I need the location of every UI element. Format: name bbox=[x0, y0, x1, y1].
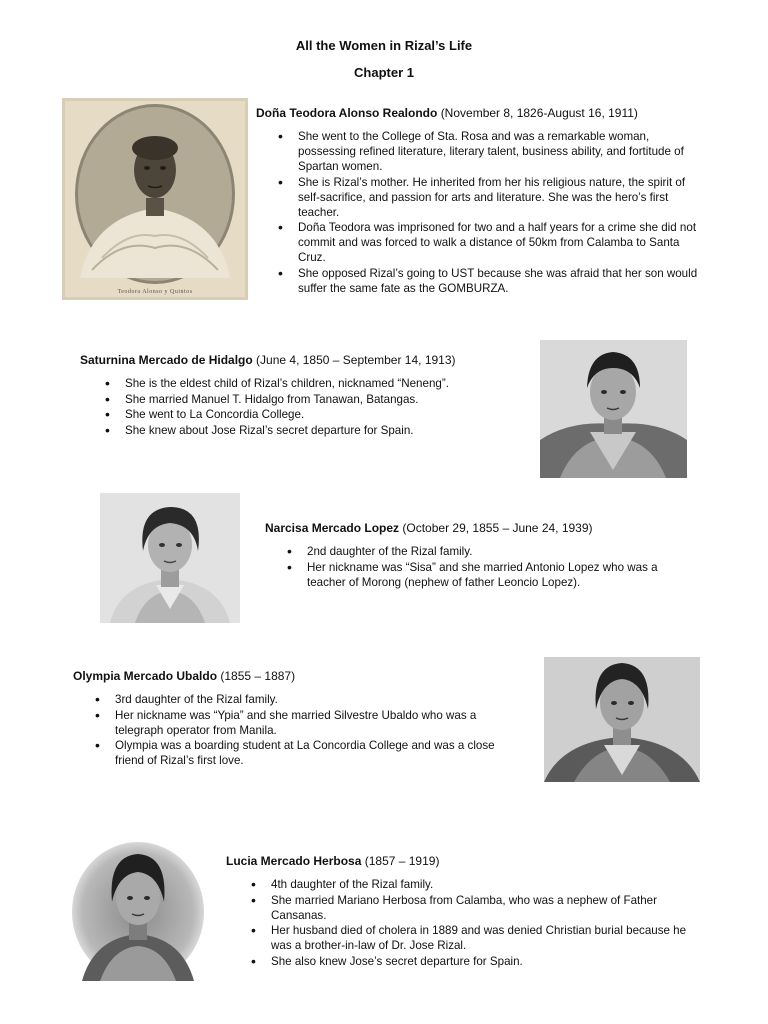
document-title: All the Women in Rizal’s Life bbox=[295, 38, 473, 53]
bullet-list bbox=[105, 376, 480, 438]
list-item: • She is the eldest child of Rizal’s children, nicknamed “Neneng”. bbox=[105, 376, 480, 391]
list-item: • She is Rizal’s mother. He inherited from her his religious nature, the spirit of self-sacrifice, and passion for arts and literature. She was the hero’s first teacher. bbox=[278, 175, 708, 220]
list-item: • She went to the College of Sta. Rosa and was a remarkable woman, possessing refined literature, literary talent, business ability, and fortitude of Spartan women. bbox=[278, 129, 708, 174]
list-item: • She married Manuel T. Hidalgo from Tanawan, Batangas. bbox=[105, 392, 480, 407]
person-dates: (October 29, 1855 – June 24, 1939) bbox=[402, 521, 593, 535]
chapter-heading: Chapter 1 bbox=[354, 65, 414, 80]
section-heading bbox=[226, 853, 706, 870]
section-heading bbox=[256, 105, 726, 122]
person-dates: (November 8, 1826-August 16, 1911) bbox=[440, 106, 638, 120]
person-dates: (1857 – 1919) bbox=[364, 854, 440, 868]
section-narcisa-mercado bbox=[265, 520, 715, 590]
list-item: • Her nickname was “Sisa” and she married Antonio Lopez who was a teacher of Morong (nephew of father Leoncio Lopez). bbox=[287, 560, 697, 590]
narcisa-mercado-photo bbox=[100, 493, 240, 623]
person-name: Lucia Mercado Herbosa bbox=[226, 854, 362, 868]
person-dates: (June 4, 1850 – September 14, 1913) bbox=[256, 353, 456, 367]
teodora-alonso-portrait bbox=[62, 98, 248, 300]
bullet-list bbox=[95, 692, 513, 768]
list-item: • 2nd daughter of the Rizal family. bbox=[287, 544, 697, 559]
person-dates: (1855 – 1887) bbox=[220, 669, 296, 683]
list-item: • She also knew Jose’s secret departure for Spain. bbox=[251, 954, 691, 969]
saturnina-mercado-photo bbox=[540, 340, 687, 478]
section-olympia-mercado bbox=[73, 668, 533, 769]
olympia-mercado-photo bbox=[544, 657, 700, 782]
list-item: • She knew about Jose Rizal’s secret departure for Spain. bbox=[105, 423, 480, 438]
bullet-list bbox=[251, 877, 691, 969]
section-heading bbox=[73, 668, 533, 685]
section-saturnina-mercado bbox=[80, 352, 480, 438]
list-item: • 4th daughter of the Rizal family. bbox=[251, 877, 691, 892]
list-item: • She married Mariano Herbosa from Calamba, who was a nephew of Father Cansanas. bbox=[251, 893, 691, 923]
person-name: Narcisa Mercado Lopez bbox=[265, 521, 400, 535]
portrait-caption: Teodora Alonso y Quintos bbox=[117, 289, 193, 295]
section-heading bbox=[80, 352, 480, 369]
bullet-list bbox=[278, 129, 708, 296]
list-item: • 3rd daughter of the Rizal family. bbox=[95, 692, 513, 707]
section-teodora-alonso bbox=[256, 105, 726, 296]
section-heading bbox=[265, 520, 715, 537]
list-item: • She went to La Concordia College. bbox=[105, 407, 480, 422]
list-item: • Her husband died of cholera in 1889 and was denied Christian burial because he was a brother-in-law of Dr. Jose Rizal. bbox=[251, 923, 691, 953]
list-item: • Her nickname was “Ypia” and she married Silvestre Ubaldo who was a telegraph operator from Manila. bbox=[95, 708, 513, 738]
bullet-list bbox=[287, 544, 697, 590]
person-name: Doña Teodora Alonso Realondo bbox=[256, 106, 438, 120]
person-name: Olympia Mercado Ubaldo bbox=[73, 669, 218, 683]
person-name: Saturnina Mercado de Hidalgo bbox=[80, 353, 253, 367]
lucia-mercado-photo bbox=[70, 840, 206, 981]
list-item: • Olympia was a boarding student at La Concordia College and was a close friend of Rizal’s first love. bbox=[95, 738, 513, 768]
section-lucia-mercado bbox=[226, 853, 706, 969]
list-item: • She opposed Rizal’s going to UST because she was afraid that her son would suffer the same fate as the GOMBURZA. bbox=[278, 266, 708, 296]
list-item: • Doña Teodora was imprisoned for two and a half years for a crime she did not commit and was forced to walk a distance of 50km from Calamba to Santa Cruz. bbox=[278, 220, 708, 265]
